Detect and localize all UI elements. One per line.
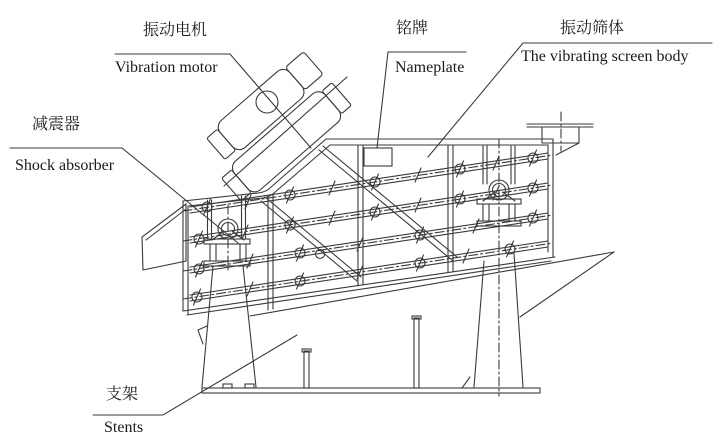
label-shock-absorber-en: Shock absorber: [15, 157, 115, 174]
label-stents-cn: 支架: [106, 386, 139, 403]
label-nameplate-en: Nameplate: [395, 59, 465, 76]
discharge-bracket-drawing: [527, 112, 593, 155]
base-pin-right: [414, 318, 419, 388]
base-pin-left: [304, 351, 309, 388]
support-leg-left-drawing: [198, 266, 256, 387]
motor-shaft-circle: [256, 91, 278, 113]
nameplate-rect: [364, 148, 392, 166]
label-nameplate-cn: 铭牌: [396, 20, 429, 37]
label-screen-body-cn: 振动筛体: [560, 20, 625, 37]
label-stents-en: Stents: [104, 419, 144, 436]
leader-line-stents: [93, 335, 297, 415]
label-vibration-motor-cn: 振动电机: [143, 22, 208, 39]
feed-chute-drawing: [142, 204, 186, 270]
deck-bolts: [192, 150, 538, 305]
label-screen-body-en: The vibrating screen body: [521, 48, 689, 65]
screen-deck-lines: [183, 153, 553, 301]
label-shock-absorber-cn: 减震器: [32, 116, 81, 133]
label-vibration-motor-en: Vibration motor: [115, 59, 218, 76]
